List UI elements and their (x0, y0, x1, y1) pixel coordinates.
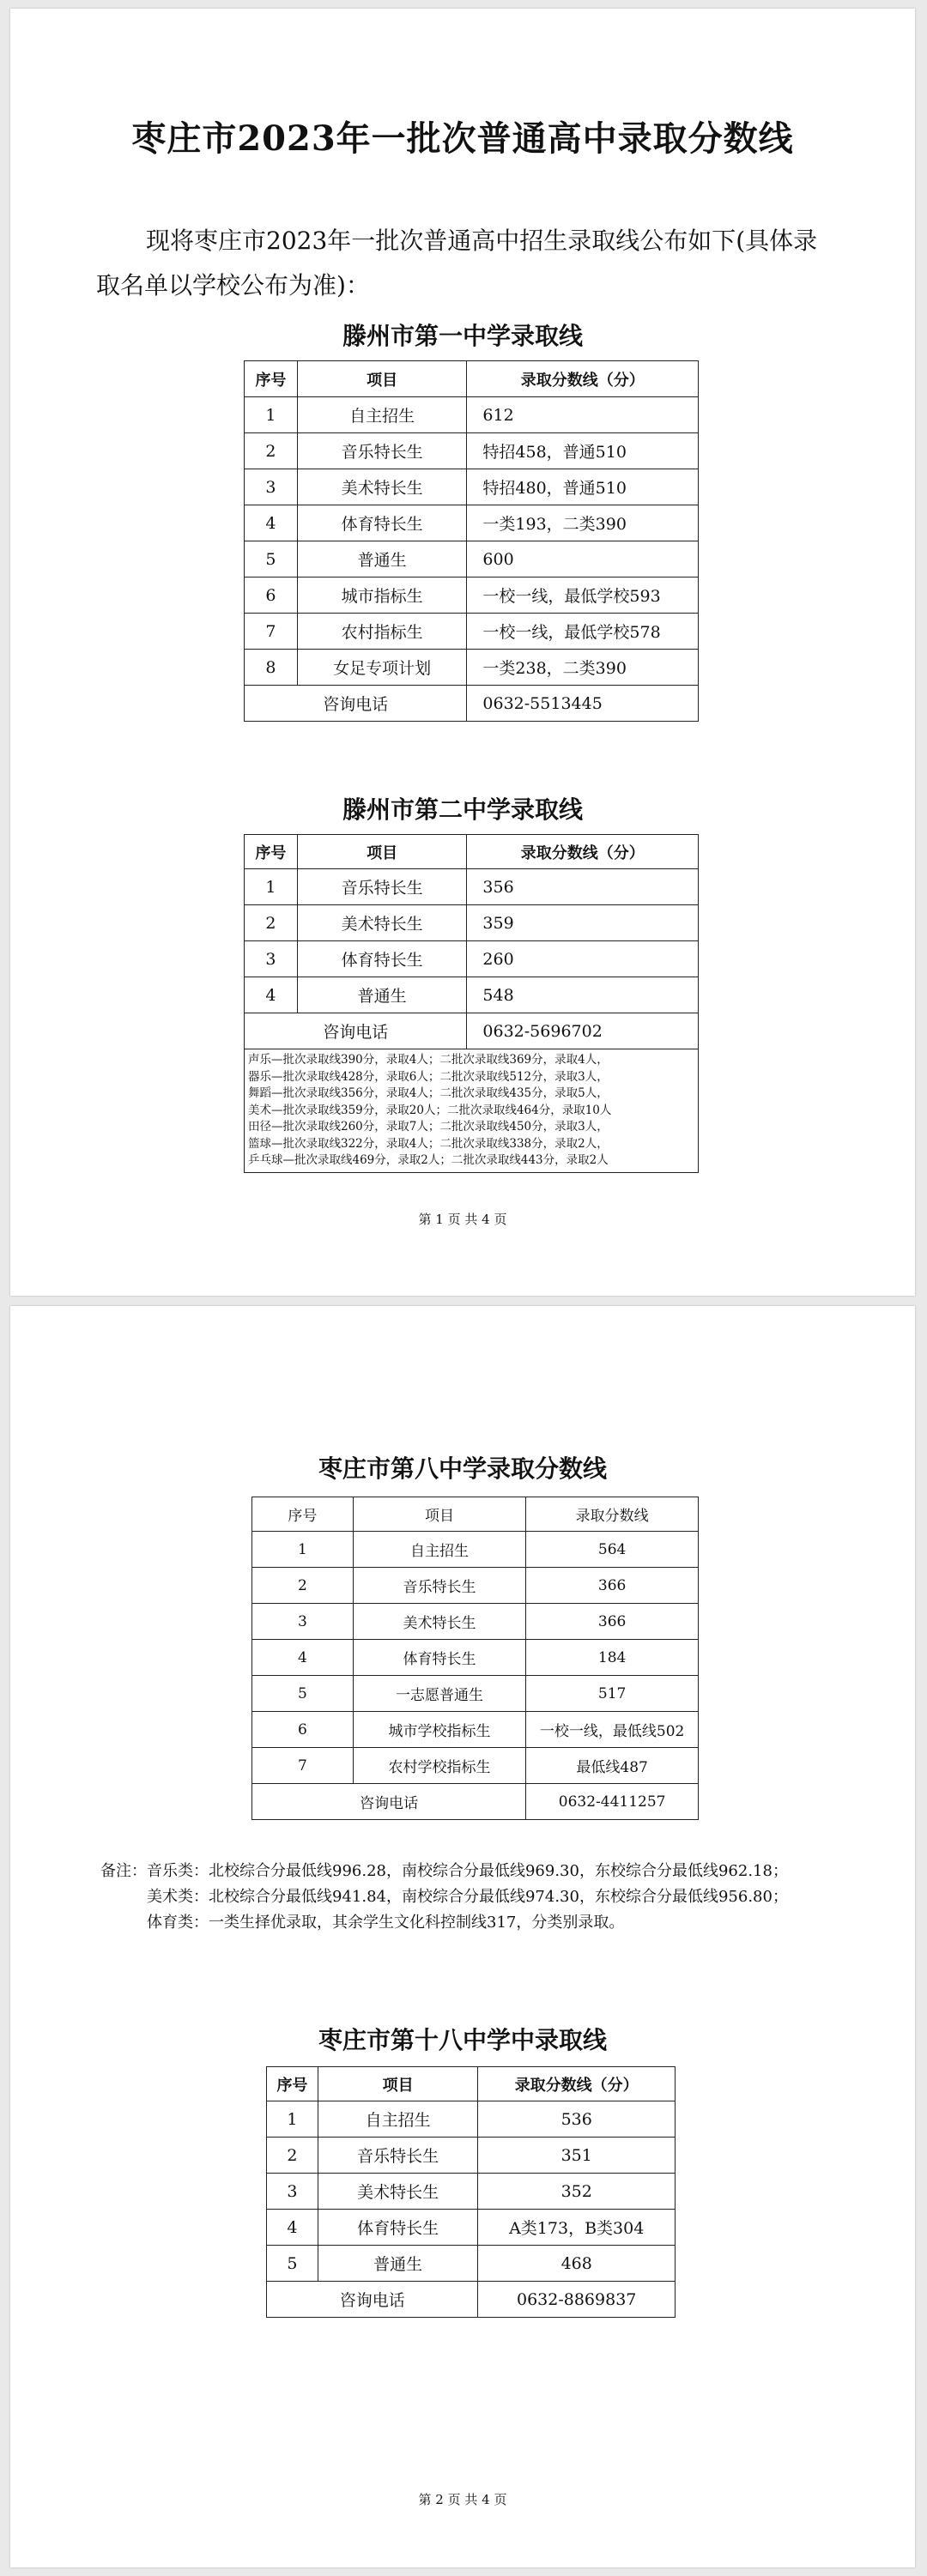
school1-title: 滕州市第一中学录取线 (342, 322, 583, 350)
table-row (245, 397, 699, 433)
document-page-1 (10, 9, 915, 1296)
table-row (252, 1712, 699, 1748)
school18-title: 枣庄市第十八中学中录取线 (318, 2026, 607, 2054)
table-cell: 352 (478, 2174, 676, 2210)
school8-remark (100, 1859, 788, 1936)
table-cell: 美术特长生 (353, 1604, 526, 1640)
table-cell: A类173，B类304 (478, 2210, 676, 2246)
table-header-row (252, 1497, 699, 1532)
table-cell: 548 (467, 977, 699, 1013)
table-row (245, 614, 699, 650)
table-cell: 3 (267, 2174, 318, 2210)
table-row (252, 1604, 699, 1640)
table-cell: 600 (467, 541, 699, 577)
table-cell: 体育特长生 (318, 2210, 478, 2246)
table-cell: 351 (478, 2138, 676, 2174)
table-row (252, 1532, 699, 1568)
table-row (245, 541, 699, 577)
column-header: 录取分数线（分） (467, 835, 699, 869)
table-cell: 8 (245, 650, 298, 686)
note-line: 乒乓球—批次录取线469分，录取2人；二批次录取线443分，录取2人 (248, 1153, 609, 1167)
table-cell: 7 (245, 614, 298, 650)
table-cell: 普通生 (297, 977, 467, 1013)
intro-paragraph: 现将枣庄市2023年一批次普通高中招生录取线公布如下(具体录取名单以学校公布为准)： (96, 227, 818, 299)
note-line: 田径—批次录取线260分，录取7人；二批次录取线450分，录取3人， (248, 1120, 609, 1134)
remark-line: 美术类：北校综合分最低线941.84，南校综合分最低线974.30，东校综合分最低线956.80； (147, 1888, 788, 1906)
table-cell: 184 (526, 1640, 699, 1676)
remark-line: 体育类：一类生择优录取，其余学生文化科控制线317，分类别录取。 (147, 1914, 625, 1932)
contact-label: 咨询电话 (267, 2282, 478, 2318)
table-cell: 一志愿普通生 (353, 1676, 526, 1712)
table-row (252, 1676, 699, 1712)
column-header: 录取分数线（分） (467, 361, 699, 397)
table-cell: 1 (245, 869, 298, 905)
school18-table (266, 2066, 676, 2318)
contact-row (245, 686, 699, 722)
table-cell: 517 (526, 1676, 699, 1712)
table-header-row (245, 361, 699, 397)
note-line: 篮球—批次录取线322分，录取4人；二批次录取线338分，录取2人， (248, 1136, 609, 1151)
column-header: 项目 (318, 2067, 478, 2101)
table-cell: 农村指标生 (297, 614, 467, 650)
school1-table (244, 360, 699, 722)
table-cell: 4 (267, 2210, 318, 2246)
page-footer-1: 第 1 页 共 4 页 (418, 1212, 507, 1227)
note-line: 器乐—批次录取线428分，录取6人；二批次录取线512分，录取3人， (248, 1069, 609, 1084)
table-cell: 自主招生 (318, 2101, 478, 2138)
table-cell: 4 (252, 1640, 354, 1676)
table-cell: 特招480，普通510 (467, 469, 699, 505)
table-cell: 农村学校指标生 (353, 1748, 526, 1784)
column-header: 序号 (252, 1497, 354, 1532)
table-header-row (267, 2067, 676, 2101)
table-cell: 一类238，二类390 (467, 650, 699, 686)
table-cell: 6 (252, 1712, 354, 1748)
table-cell: 366 (526, 1568, 699, 1604)
table-cell: 体育特长生 (297, 505, 467, 541)
table-cell: 4 (245, 977, 298, 1013)
table-cell: 4 (245, 505, 298, 541)
table-cell: 6 (245, 577, 298, 614)
table-cell: 美术特长生 (318, 2174, 478, 2210)
table-cell: 468 (478, 2246, 676, 2282)
table-cell: 普通生 (297, 541, 467, 577)
table-row (252, 1568, 699, 1604)
table-cell: 一校一线，最低学校578 (467, 614, 699, 650)
contact-phone: 0632-8869837 (478, 2282, 676, 2318)
table-cell: 2 (245, 905, 298, 941)
table-cell: 260 (467, 941, 699, 977)
school8-table (251, 1497, 699, 1820)
table-cell: 5 (267, 2246, 318, 2282)
column-header: 录取分数线 (526, 1497, 699, 1532)
document-title: 枣庄市2023年一批次普通高中录取分数线 (131, 118, 794, 159)
table-cell: 体育特长生 (353, 1640, 526, 1676)
table-row (245, 977, 699, 1013)
table-cell: 音乐特长生 (297, 869, 467, 905)
school8-title: 枣庄市第八中学录取分数线 (318, 1454, 607, 1483)
table-cell: 1 (252, 1532, 354, 1568)
table-cell: 564 (526, 1532, 699, 1568)
table-cell: 2 (252, 1568, 354, 1604)
table-cell: 特招458，普通510 (467, 433, 699, 469)
table-row (267, 2101, 676, 2138)
table-row (267, 2210, 676, 2246)
document-page-2 (10, 1306, 915, 2567)
table-row (252, 1640, 699, 1676)
contact-label: 咨询电话 (252, 1784, 526, 1820)
admission-notes (245, 1049, 699, 1173)
column-header: 录取分数线（分） (478, 2067, 676, 2101)
contact-label: 咨询电话 (245, 686, 467, 722)
page-footer-2: 第 2 页 共 4 页 (418, 2492, 507, 2507)
contact-row (252, 1784, 699, 1820)
contact-phone: 0632-5696702 (467, 1013, 699, 1049)
school2-title: 滕州市第二中学录取线 (342, 795, 583, 824)
table-cell: 1 (245, 397, 298, 433)
table-cell: 美术特长生 (297, 905, 467, 941)
note-line: 声乐—批次录取线390分，录取4人；二批次录取线369分，录取4人， (248, 1053, 609, 1067)
table-cell: 音乐特长生 (318, 2138, 478, 2174)
table-cell: 7 (252, 1748, 354, 1784)
table-row (245, 433, 699, 469)
table-row (245, 941, 699, 977)
contact-label: 咨询电话 (245, 1013, 467, 1049)
school2-table (244, 834, 699, 1173)
table-cell: 2 (245, 433, 298, 469)
table-row (252, 1748, 699, 1784)
table-cell: 359 (467, 905, 699, 941)
table-cell: 一校一线，最低线502 (526, 1712, 699, 1748)
table-row (245, 505, 699, 541)
table-cell: 5 (245, 541, 298, 577)
table-cell: 美术特长生 (297, 469, 467, 505)
table-header-row (245, 835, 699, 869)
table-cell: 自主招生 (353, 1532, 526, 1568)
table-cell: 体育特长生 (297, 941, 467, 977)
column-header: 项目 (297, 361, 467, 397)
table-row (267, 2246, 676, 2282)
column-header: 序号 (267, 2067, 318, 2101)
table-cell: 3 (245, 469, 298, 505)
column-header: 序号 (245, 361, 298, 397)
contact-row (245, 1013, 699, 1049)
table-cell: 一类193，二类390 (467, 505, 699, 541)
contact-phone: 0632-4411257 (526, 1784, 699, 1820)
contact-phone: 0632-5513445 (467, 686, 699, 722)
table-cell: 普通生 (318, 2246, 478, 2282)
table-row (267, 2138, 676, 2174)
table-cell: 366 (526, 1604, 699, 1640)
contact-row (267, 2282, 676, 2318)
notes-row (245, 1049, 699, 1173)
note-line: 美术—批次录取线359分，录取20人；二批次录取线464分，录取10人 (248, 1103, 612, 1117)
table-cell: 城市指标生 (297, 577, 467, 614)
table-row (245, 469, 699, 505)
table-cell: 3 (252, 1604, 354, 1640)
table-cell: 3 (245, 941, 298, 977)
table-cell: 一校一线，最低学校593 (467, 577, 699, 614)
table-row (245, 905, 699, 941)
table-row (245, 869, 699, 905)
table-cell: 自主招生 (297, 397, 467, 433)
table-row (245, 650, 699, 686)
column-header: 项目 (353, 1497, 526, 1532)
table-cell: 536 (478, 2101, 676, 2138)
table-cell: 音乐特长生 (353, 1568, 526, 1604)
table-cell: 5 (252, 1676, 354, 1712)
column-header: 序号 (245, 835, 298, 869)
table-cell: 女足专项计划 (297, 650, 467, 686)
table-cell: 2 (267, 2138, 318, 2174)
table-cell: 音乐特长生 (297, 433, 467, 469)
table-cell: 612 (467, 397, 699, 433)
note-line: 舞蹈—批次录取线356分，录取4人；二批次录取线435分，录取5人， (248, 1086, 609, 1100)
table-row (267, 2174, 676, 2210)
table-cell: 城市学校指标生 (353, 1712, 526, 1748)
table-cell: 1 (267, 2101, 318, 2138)
table-cell: 最低线487 (526, 1748, 699, 1784)
table-cell: 356 (467, 869, 699, 905)
column-header: 项目 (297, 835, 467, 869)
remark-line: 备注：音乐类：北校综合分最低线996.28，南校综合分最低线969.30，东校综合分最低线962.18； (100, 1862, 788, 1880)
table-row (245, 577, 699, 614)
